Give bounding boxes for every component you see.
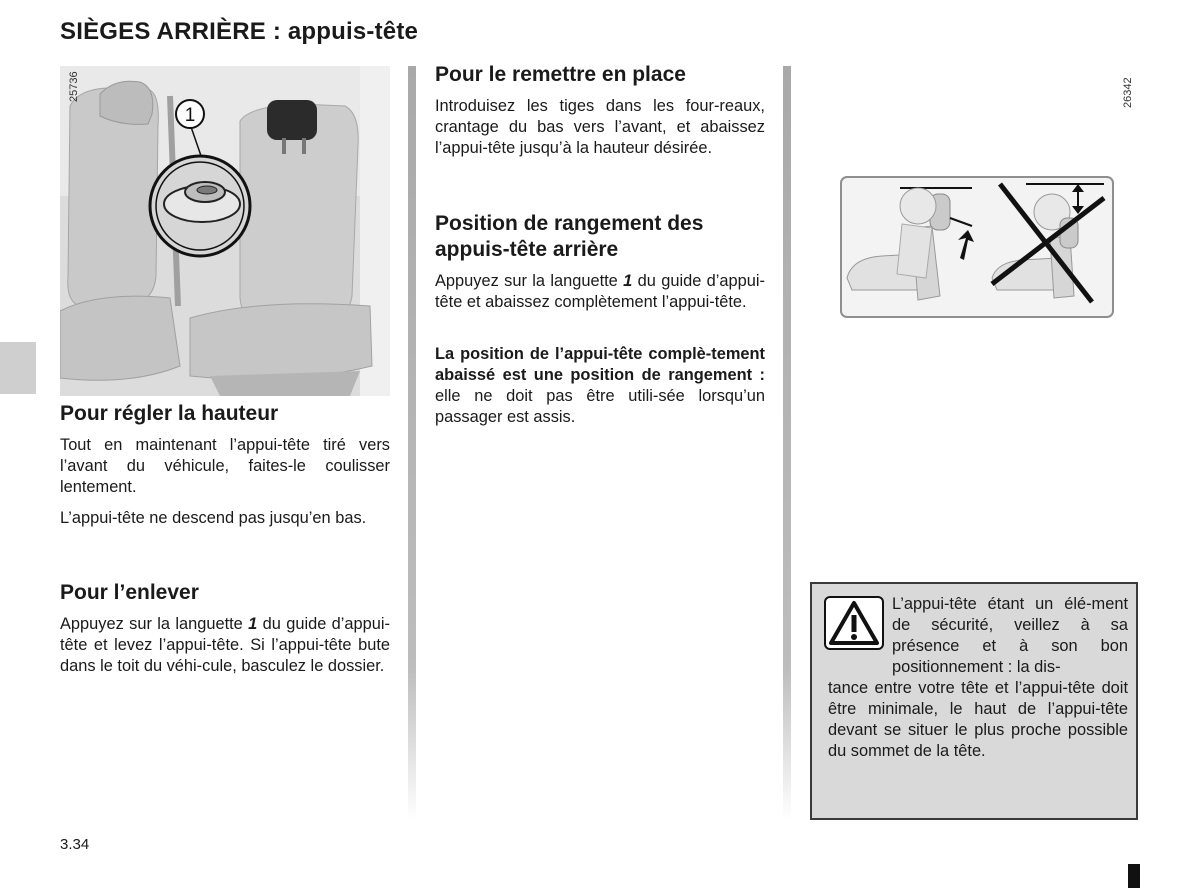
heading-regler: Pour régler la hauteur — [60, 402, 279, 425]
heading-remettre: Pour le remettre en place — [435, 63, 686, 86]
text-regler-2: L’appui-tête ne descend pas jusqu’en bas. — [60, 509, 367, 527]
page-corner-mark — [1128, 864, 1140, 888]
photo-ref-code: 25736 — [68, 71, 80, 102]
rear-seats-photo — [60, 66, 390, 396]
warning-text-top: L’appui-tête étant un élé-ment de sécurité, veillez à sa présence et à son bon positionnement : la dis- — [892, 595, 1128, 676]
heading-enlever: Pour l’enlever — [60, 581, 199, 604]
warning-triangle-icon — [824, 596, 884, 650]
safety-warning-box — [810, 582, 1138, 820]
warning-text-rest: tance entre votre tête et l’appui-tête doit être minimale, le haut de l’appui-tête devant se situer le plus proche possible du sommet de la tête. — [828, 679, 1128, 760]
page-title: SIÈGES ARRIÈRE : appuis-tête — [60, 18, 419, 45]
ref-number: 1 — [248, 615, 258, 633]
text-regler-1: Tout en maintenant l’appui-tête tiré vers l’avant du véhicule, faites-le coulisser lentement. — [60, 436, 390, 496]
page-number: 3.34 — [60, 836, 90, 853]
diagram-ref-code: 26342 — [1122, 77, 1134, 108]
column-divider — [783, 66, 791, 820]
callout-number: 1 — [184, 105, 196, 126]
text-remettre-1: Introduisez les tiges dans les four-reaux, crantage du bas vers l’avant, et abaissez l’appui-tête jusqu’à la hauteur désirée. — [435, 97, 765, 157]
heading-rangement: Position de rangement des appuis-tête arrière — [435, 212, 704, 261]
text-rangement-1: Appuyez sur la languette 1 du guide d’appui-tête et abaissez complètement l’appui-tête. — [435, 272, 765, 311]
text-rangement-2: La position de l’appui-tête complè-tement abaissé est une position de rangement : elle ne doit pas être utili-sée lorsqu’un passager est assis. — [435, 345, 765, 426]
section-thumb-tab — [0, 342, 36, 394]
headrest-position-diagram — [840, 176, 1114, 318]
column-divider — [408, 66, 416, 820]
ref-number: 1 — [623, 272, 633, 290]
text-enlever-1: Appuyez sur la languette 1 du guide d’appui-tête et levez l’appui-tête. Si l’appui-tête bute dans le toit du véhi-cule, basculez le dossier. — [60, 615, 390, 675]
